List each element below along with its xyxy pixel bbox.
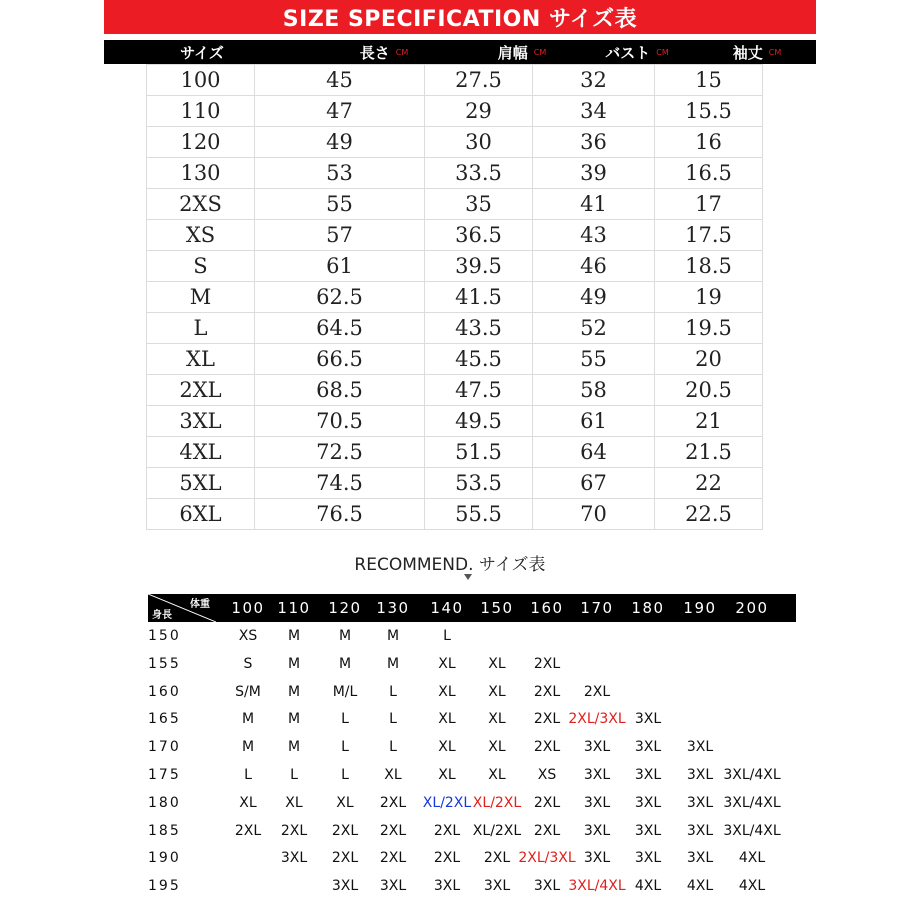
recommend-size-cell: 3XL/4XL	[568, 878, 626, 895]
table-cell: 47	[255, 96, 425, 127]
table-cell: 21	[655, 406, 763, 437]
recommend-size-cell: XL	[488, 767, 506, 783]
table-cell: 15	[655, 65, 763, 96]
table-cell: 51.5	[425, 437, 533, 468]
weight-column-header: 130	[376, 599, 410, 617]
table-row	[147, 344, 763, 375]
table-row	[147, 189, 763, 220]
table-row	[147, 406, 763, 437]
table-cell: 49	[255, 127, 425, 158]
recommend-size-cell: 3XL	[433, 878, 461, 895]
height-row-label: 175	[148, 767, 181, 783]
table-cell: 5XL	[147, 468, 255, 499]
recommend-table-header	[148, 594, 796, 622]
table-cell: 2XL	[147, 375, 255, 406]
size-specification-banner	[104, 0, 816, 34]
recommend-size-cell: 4XL	[634, 878, 662, 895]
recommend-size-cell: 3XL	[331, 878, 359, 895]
corner-header-cell	[148, 594, 216, 622]
table-cell: 2XS	[147, 189, 255, 220]
recommend-size-cell: XL	[488, 739, 506, 756]
table-cell: XS	[147, 220, 255, 251]
unit-label: CM	[768, 47, 782, 57]
recommend-size-cell: XL	[384, 767, 402, 783]
recommend-size-cell: 3XL	[583, 739, 611, 756]
table-cell: 62.5	[255, 282, 425, 313]
height-row-label: 160	[148, 683, 181, 700]
recommend-size-cell: 3XL	[686, 794, 714, 811]
recommend-size-cell: L	[389, 711, 397, 728]
table-cell: 55	[255, 189, 425, 220]
recommend-size-cell: 3XL/4XL	[723, 767, 781, 783]
table-cell: 47.5	[425, 375, 533, 406]
recommend-size-cell: 3XL	[634, 767, 662, 783]
recommend-size-cell: 3XL	[686, 739, 714, 756]
table-cell: 100	[147, 65, 255, 96]
down-triangle-icon	[464, 574, 472, 580]
table-cell: 41	[533, 189, 655, 220]
table-cell: 61	[255, 251, 425, 282]
recommend-size-cell: 3XL	[280, 850, 308, 867]
height-row-label: 165	[148, 711, 181, 728]
recommend-size-cell: XL	[336, 794, 354, 811]
recommend-size-cell: L	[290, 767, 298, 783]
header-size: サイズ	[180, 43, 224, 62]
table-cell: 120	[147, 127, 255, 158]
recommend-size-cell: 3XL	[634, 794, 662, 811]
recommend-size-cell: M	[338, 655, 352, 672]
table-cell: 22.5	[655, 499, 763, 530]
recommend-size-cell: 2XL	[533, 739, 561, 756]
height-row-label: 155	[148, 655, 181, 672]
recommend-size-cell: 3XL	[583, 822, 611, 839]
table-cell: 49.5	[425, 406, 533, 437]
table-cell: 58	[533, 375, 655, 406]
table-cell: 35	[425, 189, 533, 220]
recommend-size-cell: 3XL/4XL	[723, 822, 781, 839]
recommend-size-cell: XL	[488, 655, 506, 672]
recommend-size-cell: L	[389, 739, 397, 756]
recommend-size-cell: XL	[488, 711, 506, 728]
table-cell: 55	[533, 344, 655, 375]
recommend-size-cell: 3XL	[634, 822, 662, 839]
table-cell: 19	[655, 282, 763, 313]
recommend-size-cell: XL	[438, 739, 456, 756]
height-row-label: 195	[148, 878, 181, 895]
table-cell: 34	[533, 96, 655, 127]
table-cell: 30	[425, 127, 533, 158]
recommend-size-cell: 3XL/4XL	[723, 794, 781, 811]
table-cell: 36	[533, 127, 655, 158]
weight-column-header: 160	[530, 599, 564, 617]
recommend-size-cell: M/L	[332, 683, 358, 700]
weight-column-header: 190	[683, 599, 717, 617]
table-cell: 39	[533, 158, 655, 189]
weight-column-header: 170	[580, 599, 614, 617]
recommend-size-cell: XL	[438, 711, 456, 728]
recommend-size-cell: XL	[488, 683, 506, 700]
table-cell: 110	[147, 96, 255, 127]
table-row	[147, 127, 763, 158]
recommend-size-cell: S	[243, 655, 253, 672]
weight-column-header: 120	[328, 599, 362, 617]
recommend-size-cell: 2XL	[533, 822, 561, 839]
table-cell: 74.5	[255, 468, 425, 499]
weight-column-header: 110	[277, 599, 311, 617]
table-cell: 36.5	[425, 220, 533, 251]
table-cell: 32	[533, 65, 655, 96]
table-cell: 43.5	[425, 313, 533, 344]
table-cell: 20.5	[655, 375, 763, 406]
recommend-size-cell: M	[386, 628, 400, 644]
table-cell: 16.5	[655, 158, 763, 189]
recommend-size-cell: 2XL	[433, 822, 461, 839]
table-cell: 53	[255, 158, 425, 189]
recommend-size-cell: 2XL	[379, 822, 407, 839]
weight-column-header: 150	[480, 599, 514, 617]
header-sleeve: 袖丈 CM	[732, 43, 782, 62]
table-cell: 64	[533, 437, 655, 468]
weight-column-header: 140	[430, 599, 464, 617]
recommend-size-cell: XL	[438, 767, 456, 783]
recommend-size-cell: 4XL	[738, 850, 766, 867]
unit-label: CM	[656, 47, 669, 57]
table-cell: 52	[533, 313, 655, 344]
table-cell: 4XL	[147, 437, 255, 468]
table-cell: 76.5	[255, 499, 425, 530]
weight-axis-label: 体重	[190, 599, 210, 610]
recommend-size-cell: XS	[238, 628, 258, 644]
table-row	[147, 220, 763, 251]
table-cell: 45.5	[425, 344, 533, 375]
height-row-label: 190	[148, 850, 181, 867]
recommend-size-cell: XL	[285, 794, 303, 811]
recommend-size-cell: L	[341, 739, 349, 756]
recommend-size-cell: 2XL	[583, 683, 611, 700]
recommend-size-cell: L	[341, 767, 349, 783]
header-bust: バスト CM	[605, 43, 669, 62]
table-cell: 55.5	[425, 499, 533, 530]
table-cell: 15.5	[655, 96, 763, 127]
table-cell: 17.5	[655, 220, 763, 251]
recommend-size-cell: 2XL	[483, 850, 511, 867]
table-row	[147, 313, 763, 344]
recommend-size-cell: 2XL	[433, 850, 461, 867]
table-cell: 64.5	[255, 313, 425, 344]
table-cell: 53.5	[425, 468, 533, 499]
recommend-size-cell: M	[241, 739, 255, 756]
recommend-size-cell: 3XL	[583, 767, 611, 783]
recommend-size-cell: 3XL	[583, 850, 611, 867]
unit-label: CM	[533, 47, 547, 57]
table-cell: 27.5	[425, 65, 533, 96]
recommend-size-cell: 2XL	[331, 850, 359, 867]
recommend-size-cell: XL	[239, 794, 257, 811]
recommend-size-cell: 3XL	[483, 878, 511, 895]
height-row-label: 180	[148, 794, 181, 811]
recommend-size-cell: M	[287, 655, 301, 672]
recommend-size-cell: 3XL	[686, 767, 714, 783]
table-row	[147, 499, 763, 530]
recommend-size-cell: XL/2XL	[472, 794, 522, 811]
height-row-label: 150	[148, 628, 181, 644]
table-row	[147, 437, 763, 468]
table-cell: 17	[655, 189, 763, 220]
recommend-size-cell: 3XL	[379, 878, 407, 895]
recommend-size-cell: 3XL	[686, 850, 714, 867]
weight-column-header: 200	[735, 599, 769, 617]
recommend-size-cell: M	[287, 739, 301, 756]
recommend-size-cell: XL	[438, 655, 456, 672]
recommend-size-cell: L	[244, 767, 252, 783]
recommend-size-cell: XL/2XL	[422, 794, 472, 811]
table-cell: 61	[533, 406, 655, 437]
recommend-size-cell: 2XL	[533, 794, 561, 811]
recommend-size-cell: 3XL	[634, 739, 662, 756]
table-cell: 41.5	[425, 282, 533, 313]
recommend-size-cell: L	[389, 683, 397, 700]
table-row	[147, 158, 763, 189]
weight-column-header: 100	[231, 599, 265, 617]
table-cell: 39.5	[425, 251, 533, 282]
recommend-size-cell: 2XL	[533, 683, 561, 700]
table-row	[147, 251, 763, 282]
table-cell: S	[147, 251, 255, 282]
size-spec-table	[146, 64, 763, 530]
height-row-label: 185	[148, 822, 181, 839]
recommend-size-cell: L	[443, 628, 451, 644]
table-cell: L	[147, 313, 255, 344]
recommend-size-cell: M	[338, 628, 352, 644]
recommend-size-cell: 3XL	[583, 794, 611, 811]
recommend-title: RECOMMEND. サイズ表	[354, 555, 546, 575]
table-cell: 21.5	[655, 437, 763, 468]
table-cell: 19.5	[655, 313, 763, 344]
table-cell: 57	[255, 220, 425, 251]
table-cell: 67	[533, 468, 655, 499]
recommend-size-cell: 2XL	[533, 655, 561, 672]
height-axis-label: 身長	[152, 610, 172, 621]
table-row	[147, 65, 763, 96]
table-cell: 46	[533, 251, 655, 282]
recommend-size-cell: M	[287, 711, 301, 728]
table-cell: 70	[533, 499, 655, 530]
table-cell: 130	[147, 158, 255, 189]
recommend-size-cell: 2XL	[379, 794, 407, 811]
header-shoulder: 肩幅 CM	[497, 43, 547, 62]
recommend-size-cell: XL	[438, 683, 456, 700]
recommend-size-cell: XS	[537, 767, 557, 783]
recommend-size-cell: 2XL/3XL	[518, 850, 576, 867]
recommend-size-cell: L	[341, 711, 349, 728]
recommend-size-cell: M	[287, 683, 301, 700]
recommend-size-cell: M	[287, 628, 301, 644]
table-cell: 45	[255, 65, 425, 96]
recommend-size-cell: 2XL	[234, 822, 262, 839]
recommend-size-cell: M	[386, 655, 400, 672]
table-cell: 70.5	[255, 406, 425, 437]
table-cell: 6XL	[147, 499, 255, 530]
unit-label: CM	[395, 47, 409, 57]
table-cell: 22	[655, 468, 763, 499]
recommend-size-cell: 3XL	[634, 850, 662, 867]
table-cell: 72.5	[255, 437, 425, 468]
table-cell: 18.5	[655, 251, 763, 282]
table-row	[147, 468, 763, 499]
height-row-label: 170	[148, 739, 181, 756]
recommend-size-cell: 4XL	[738, 878, 766, 895]
recommend-size-cell: 2XL	[331, 822, 359, 839]
recommend-size-cell: 2XL	[379, 850, 407, 867]
table-cell: 43	[533, 220, 655, 251]
table-cell: 29	[425, 96, 533, 127]
table-cell: 16	[655, 127, 763, 158]
table-cell: 33.5	[425, 158, 533, 189]
recommend-size-cell: 3XL	[533, 878, 561, 895]
table-row	[147, 96, 763, 127]
header-length: 長さ CM	[359, 43, 409, 62]
recommend-size-cell: 4XL	[686, 878, 714, 895]
recommend-size-cell: 2XL	[280, 822, 308, 839]
recommend-size-cell: M	[241, 711, 255, 728]
recommend-size-cell: XL/2XL	[472, 822, 522, 839]
table-cell: 66.5	[255, 344, 425, 375]
table-row	[147, 375, 763, 406]
recommend-size-cell: 3XL	[686, 822, 714, 839]
recommend-size-cell: 3XL	[634, 711, 662, 728]
table-cell: 20	[655, 344, 763, 375]
table-cell: M	[147, 282, 255, 313]
table-cell: XL	[147, 344, 255, 375]
spec-table-header	[104, 40, 816, 64]
table-cell: 3XL	[147, 406, 255, 437]
recommend-size-cell: S/M	[235, 683, 261, 700]
weight-column-header: 180	[631, 599, 665, 617]
table-row	[147, 282, 763, 313]
recommend-size-cell: 2XL/3XL	[568, 711, 626, 728]
table-cell: 49	[533, 282, 655, 313]
table-cell: 68.5	[255, 375, 425, 406]
banner-title: SIZE SPECIFICATION サイズ表	[282, 6, 638, 32]
recommend-size-cell: 2XL	[533, 711, 561, 728]
